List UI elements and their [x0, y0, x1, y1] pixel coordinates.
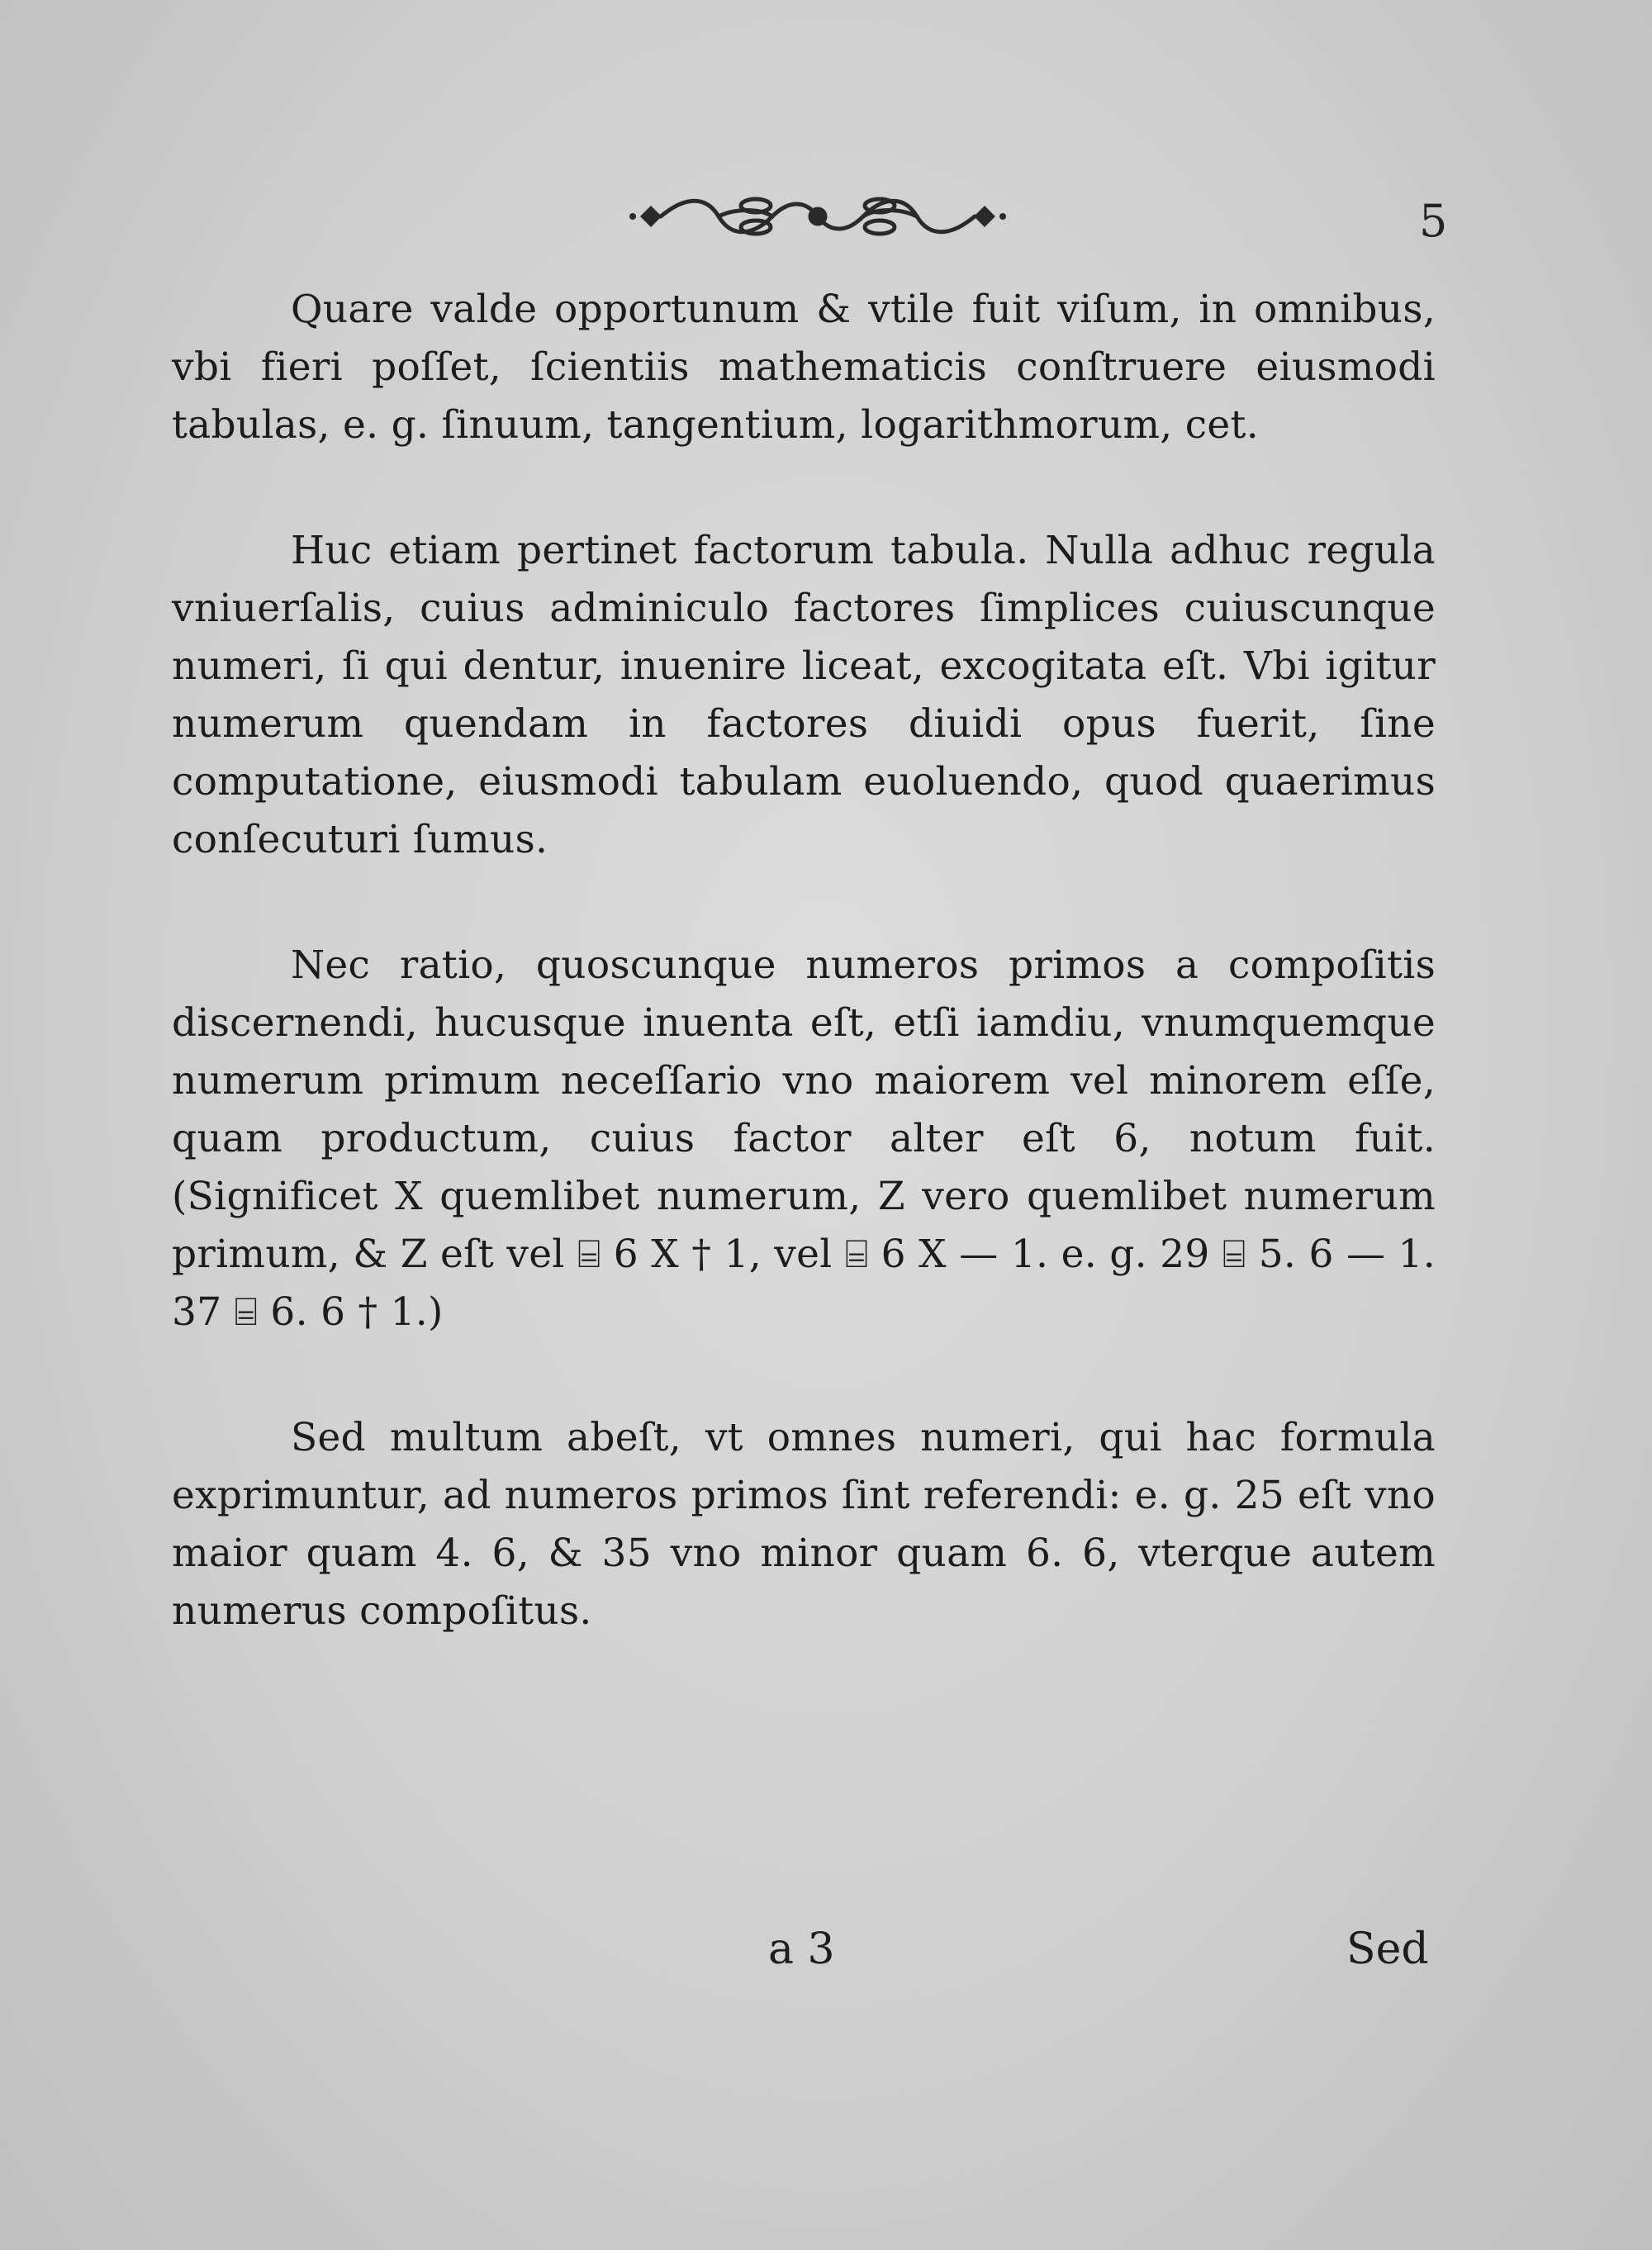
paragraph: Nec ratio, quoscunque numeros primos a compoſitis discernendi, hucusque inuenta eſt, etſi iamdiu, vnumquemque numerum primum neceſſario vno maiorem vel minorem eſſe, quam productum, cuius factor alter eſt 6, notum fuit. (Significet X quemlibet numerum, Z vero quemlibet numerum primum, & Z eſt vel ⌸ 6 X † 1, vel ⌸ 6 X — 1. e. g. 29 ⌸ 5. 6 — 1. 37 ⌸ 6. 6 † 1.) [172, 942, 1436, 1335]
page-footer [0, 1916, 1652, 1991]
fleuron-ornament-icon [628, 188, 1008, 245]
signature-mark: a 3 [768, 1925, 835, 1974]
paragraph: Sed multum abeſt, vt omnes numeri, qui hac formula exprimuntur, ad numeros primos ſint referendi: e. g. 25 eſt vno maior quam 4. 6, & 35 vno minor quam 6. 6, vterque autem numerus compoſitus. [172, 1415, 1436, 1634]
page-header [0, 178, 1652, 268]
page-number: 5 [1419, 195, 1448, 247]
paragraph: Huc etiam pertinet factorum tabula. Nulla adhuc regula vniuerſalis, cuius adminiculo factores ſimplices cuiuscunque numeri, ſi qui dentur, inuenire liceat, excogitata eſt. Vbi igitur numerum quendam in factores diuidi opus fuerit, ſine computatione, eiusmodi tabulam euoluendo, quod quaerimus conſecuturi ſumus. [172, 528, 1436, 862]
body-text [172, 281, 1436, 1708]
paragraph: Quare valde opportunum & vtile fuit viſum, in omnibus, vbi fieri poſſet, ſcientiis mathematicis conſtruere eiusmodi tabulas, e. g. ſinuum, tangentium, logarithmorum, cet. [172, 287, 1436, 448]
catchword: Sed [1346, 1925, 1429, 1974]
